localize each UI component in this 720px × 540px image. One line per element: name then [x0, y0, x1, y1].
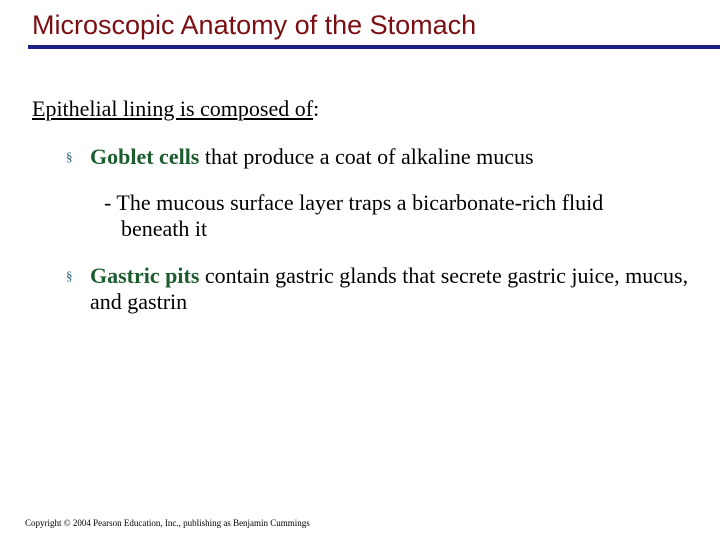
bullet-term: Goblet cells [90, 144, 200, 169]
bullet-marker-icon: § [66, 268, 73, 283]
intro-colon: : [313, 96, 320, 121]
bullet-marker-icon: § [66, 149, 73, 164]
sub-point [104, 190, 704, 242]
bullet-term: Gastric pits [90, 263, 200, 288]
sub-point-line-1: - The mucous surface layer traps a bicarbonate-rich fluid [104, 190, 604, 215]
intro-text: Epithelial lining is composed of [32, 96, 314, 121]
bullet-body [90, 263, 710, 315]
bullet-text: that produce a coat of alkaline mucus [199, 144, 534, 169]
intro-line [32, 96, 319, 122]
slide-title: Microscopic Anatomy of the Stomach [32, 10, 477, 40]
copyright-notice: Copyright © 2004 Pearson Education, Inc., publishing as Benjamin Cummings [25, 518, 310, 528]
sub-point-line-2: beneath it [121, 216, 208, 241]
bullet-text: contain gastric glands that secrete gastric juice, mucus, and gastrin [90, 263, 689, 314]
bullet-body [90, 144, 710, 170]
title-divider [28, 45, 720, 49]
